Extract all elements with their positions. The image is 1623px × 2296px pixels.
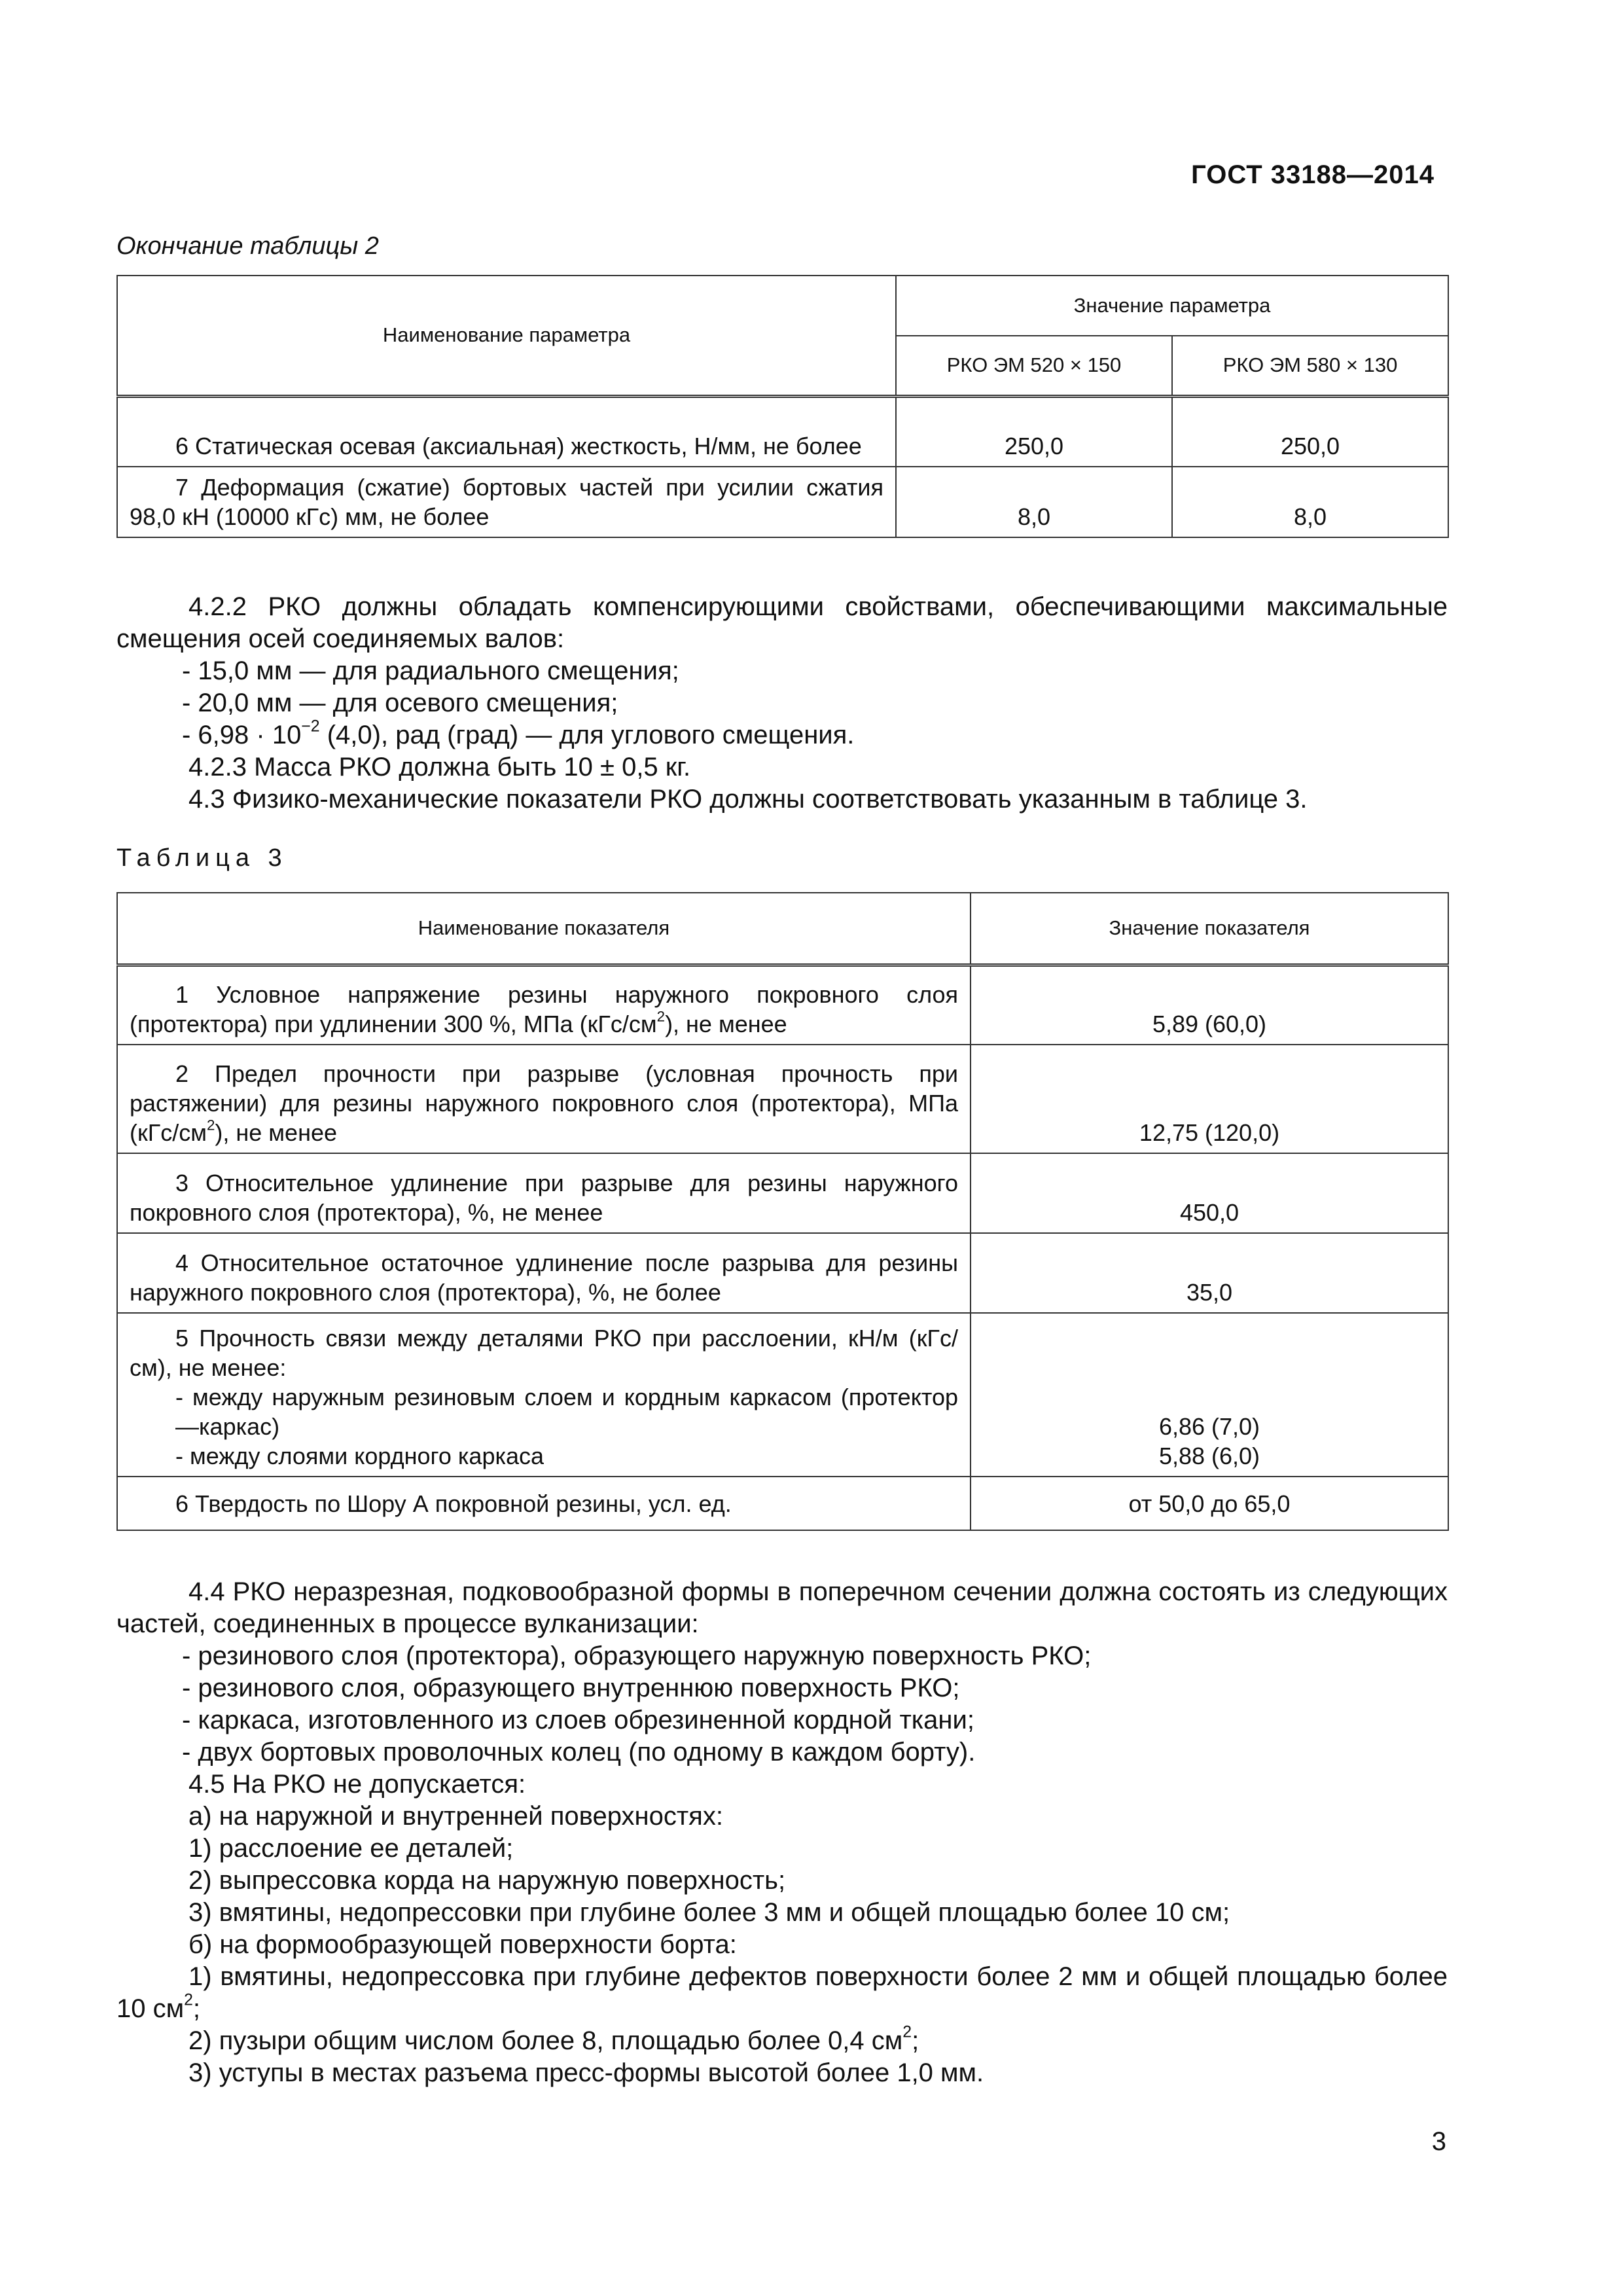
table-row bbox=[117, 1313, 1448, 1477]
table2-row6-name: 6 Статическая осевая (аксиальная) жесткость, Н/мм, не более bbox=[175, 433, 862, 459]
section-4-4 bbox=[116, 1576, 1448, 2089]
list-item: 3) вмятины, недопрессовки при глубине более 3 мм и общей площадью более 10 см; bbox=[188, 1898, 1230, 1927]
table2-header-value: Значение параметра bbox=[896, 276, 1448, 336]
table3-row1-name: 1 Условное напряжение резины наружного покровного слоя (протектора) при удлинении 300 %, МПа $(кГс/см^2)$, не менее bbox=[117, 965, 971, 1045]
table3-caption: Таблица 3 bbox=[116, 844, 288, 872]
table3-row6-name: 6 Твердость по Шору А покровной резины, усл. ед. bbox=[175, 1490, 732, 1517]
paragraph-4-2-2: 4.2.2 РКО должны обладать компенсирующими свойствами, обеспечивающими максимальные смещения осей соединяемых валов: bbox=[116, 592, 1448, 653]
table3-row2-value: 12,75 (120,0) bbox=[971, 1045, 1448, 1153]
page-number: 3 bbox=[1431, 2127, 1446, 2156]
table-row bbox=[117, 1045, 1448, 1153]
table3-header-value: Значение показателя bbox=[971, 893, 1448, 965]
list-item: - 20,0 мм — для осевого смещения; bbox=[182, 689, 618, 717]
paragraph-4-2-3: 4.2.3 Масса РКО должна быть 10 ± 0,5 кг. bbox=[188, 753, 691, 781]
table3-row5-value-b: 5,88 (6,0) bbox=[1158, 1443, 1260, 1469]
list-item: - 15,0 мм — для радиального смещения; bbox=[182, 656, 679, 685]
list-item: - резинового слоя, образующего внутреннюю поверхность РКО; bbox=[182, 1674, 960, 1702]
table2-header-col-b: РКО ЭМ 580 × 130 bbox=[1172, 336, 1448, 396]
standard-designation: ГОСТ 33188—2014 bbox=[1191, 160, 1435, 189]
table3-header-name: Наименование показателя bbox=[117, 893, 971, 965]
table-row bbox=[117, 965, 1448, 1045]
table3-row3-value: 450,0 bbox=[971, 1153, 1448, 1233]
list-item-b1: 1) вмятины, недопрессовка при глубине дефектов поверхности более 2 мм и общей площадью более 10 $см^2$; bbox=[116, 1962, 1448, 2023]
table2-header-parameter: Наименование параметра bbox=[117, 276, 896, 396]
list-item: - двух бортовых проволочных колец (по одному в каждом борту). bbox=[182, 1738, 976, 1767]
paragraph-4-4: 4.4 РКО неразрезная, подковообразной формы в поперечном сечении должна состоять из следующих частей, соединенных в процессе вулканизации: bbox=[116, 1577, 1448, 1638]
paragraph-4-5: 4.5 На РКО не допускается: bbox=[188, 1770, 526, 1799]
table3-row4-value: 35,0 bbox=[971, 1233, 1448, 1313]
table-row bbox=[117, 1153, 1448, 1233]
table-row bbox=[117, 1477, 1448, 1530]
list-item: 3) уступы в местах разъема пресс-формы высотой более 1,0 мм. bbox=[188, 2058, 984, 2087]
table-row bbox=[117, 396, 1448, 467]
table3-row2-name: 2 Предел прочности при разрыве (условная прочность при растяжении) для резины наружного покровного слоя (протектора), МПа $(кГс/см^2)$, не менее bbox=[117, 1045, 971, 1153]
list-item: - каркаса, изготовленного из слоев обрезиненной кордной ткани; bbox=[182, 1706, 974, 1734]
table3-row5-sub-a: - между наружным резиновым слоем и кордным каркасом (протектор—каркас) bbox=[175, 1384, 958, 1440]
list-item: б) на формообразующей поверхности борта: bbox=[188, 1930, 737, 1959]
table3-row3-name: 3 Относительное удлинение при разрыве для резины наружного покровного слоя (протектора), %, не менее bbox=[130, 1170, 958, 1226]
table-row bbox=[117, 1233, 1448, 1313]
table-row bbox=[117, 467, 1448, 537]
list-item: а) на наружной и внутренней поверхностях: bbox=[188, 1802, 723, 1831]
table2-row7-name: 7 Деформация (сжатие) бортовых частей при усилии сжатия 98,0 кН (10000 кГс) мм, не более bbox=[130, 474, 883, 530]
table3-row5-sub-b: - между слоями кордного каркаса bbox=[175, 1443, 544, 1469]
table3-row4-name: 4 Относительное остаточное удлинение после разрыва для резины наружного покровного слоя (протектора), %, не более bbox=[130, 1249, 958, 1306]
table3-row1-value: 5,89 (60,0) bbox=[971, 965, 1448, 1045]
section-4-2-2 bbox=[116, 591, 1448, 816]
list-item-b2: 2) пузыри общим числом более 8, площадью более 0,4 $см^2$; bbox=[188, 2023, 919, 2055]
table-2 bbox=[116, 275, 1449, 538]
list-item: - резинового слоя (протектора), образующего наружную поверхность РКО; bbox=[182, 1641, 1092, 1670]
list-item-angular: - $6,98 \cdot 10^{-2}$ (4,0), рад (град) — для углового смещения. bbox=[182, 717, 855, 749]
paragraph-4-3: 4.3 Физико-механические показатели РКО должны соответствовать указанным в таблице 3. bbox=[188, 785, 1308, 814]
table3-row5-name: 5 Прочность связи между деталями РКО при расслоении, кН/м (кГс/см), не менее: bbox=[130, 1325, 958, 1381]
table2-header-col-a: РКО ЭМ 520 × 150 bbox=[896, 336, 1172, 396]
table2-caption: Окончание таблицы 2 bbox=[116, 232, 379, 260]
table3-row6-value: от 50,0 до 65,0 bbox=[971, 1477, 1448, 1530]
table-3 bbox=[116, 892, 1449, 1531]
table2-row6-value-b: 250,0 bbox=[1172, 396, 1448, 467]
list-item: 1) расслоение ее деталей; bbox=[188, 1834, 514, 1863]
table2-row6-value-a: 250,0 bbox=[896, 396, 1172, 467]
table2-row7-value-a: 8,0 bbox=[896, 467, 1172, 537]
list-item: 2) выпрессовка корда на наружную поверхность; bbox=[188, 1866, 786, 1895]
table2-row7-value-b: 8,0 bbox=[1172, 467, 1448, 537]
table3-row5-value-a: 6,86 (7,0) bbox=[1158, 1413, 1260, 1440]
